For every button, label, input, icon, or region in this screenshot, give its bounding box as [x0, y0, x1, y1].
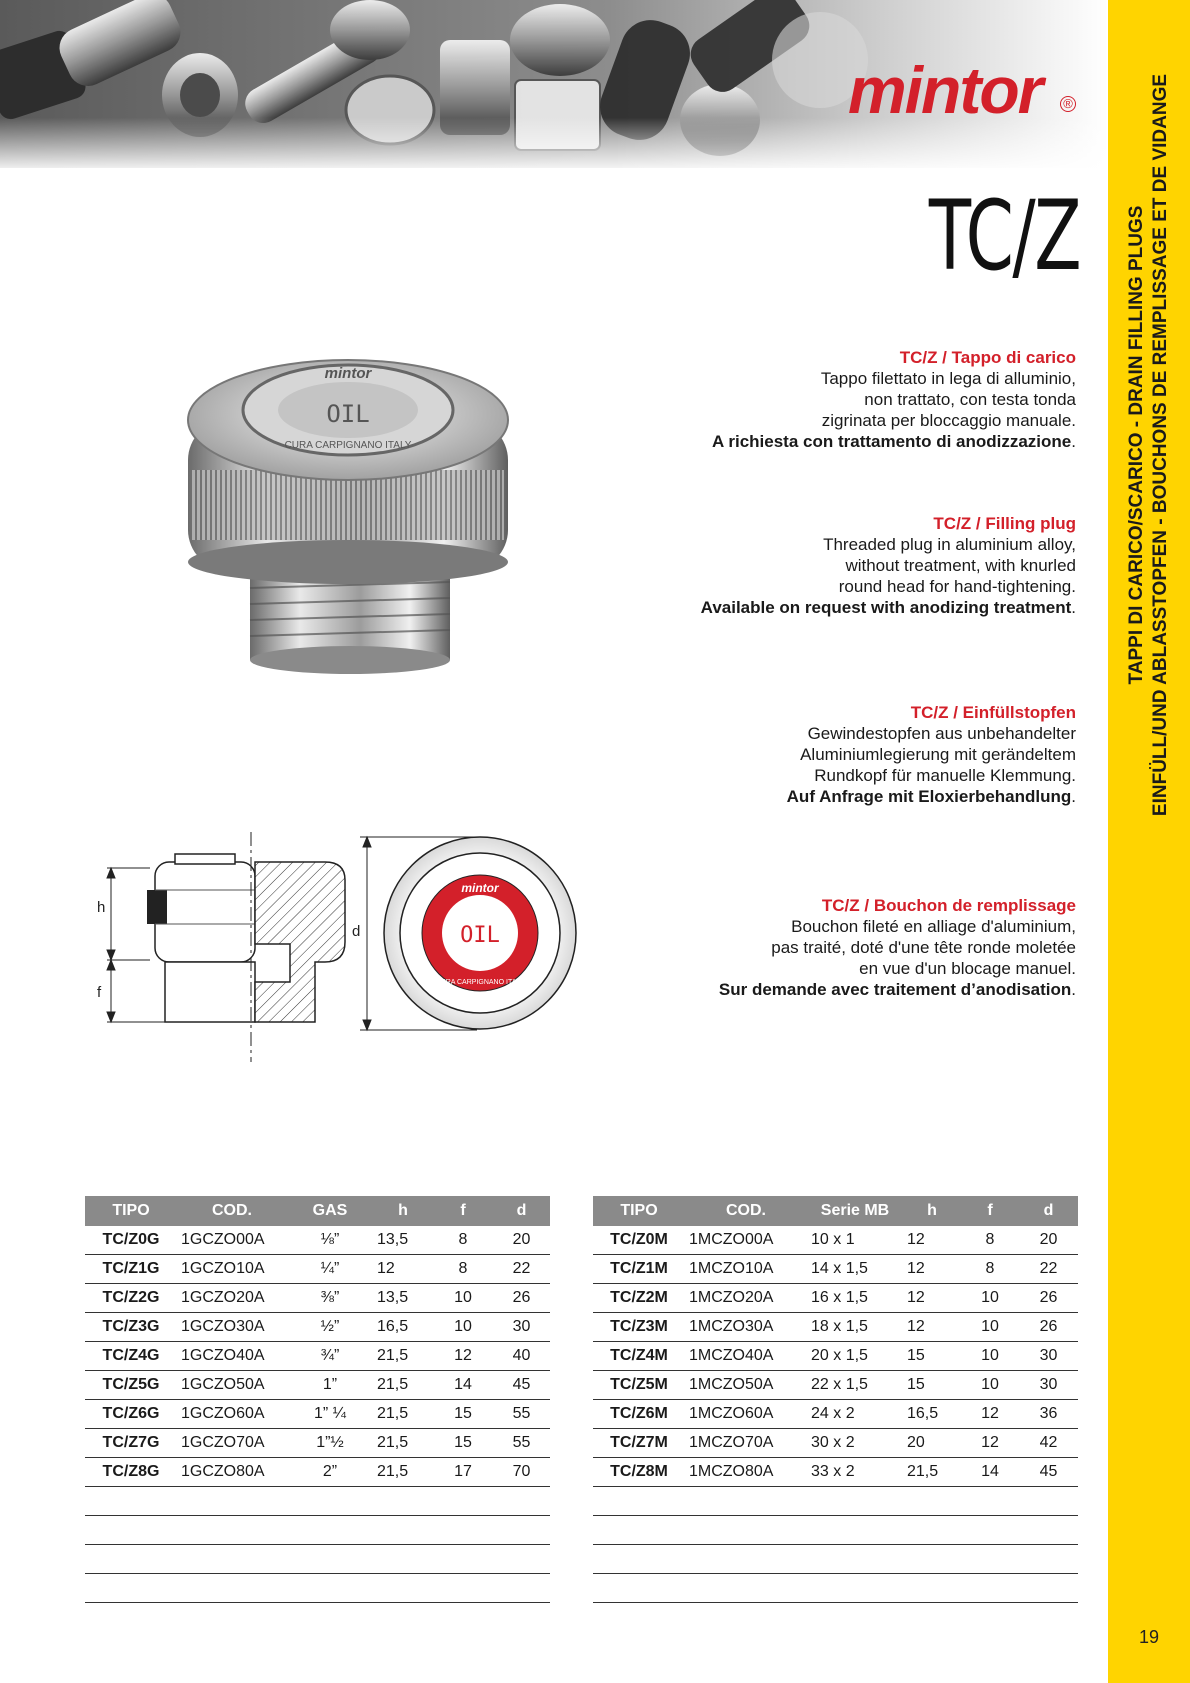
table-cell-tipo: TC/Z5M — [593, 1371, 685, 1400]
table-cell-d: 22 — [1019, 1255, 1078, 1284]
table-cell-tipo: TC/Z8G — [85, 1458, 177, 1487]
description-note-period: . — [1071, 598, 1076, 617]
table-cell-empty — [961, 1574, 1019, 1603]
description-note: Sur demande avec traitement d’anodisation — [718, 980, 1072, 999]
table-header-row — [593, 1196, 1078, 1226]
dimension-label-d: d — [352, 923, 361, 940]
table-cell-empty — [685, 1574, 807, 1603]
table-cell-cod: 1MCZO40A — [685, 1342, 807, 1371]
description-line: zigrinata per bloccaggio manuale. — [821, 411, 1076, 430]
table-cell-d: 26 — [1019, 1284, 1078, 1313]
table-cell-cod: 1MCZO00A — [685, 1226, 807, 1255]
sidebar-category-title — [1125, 35, 1173, 855]
table-cell-tipo: TC/Z3M — [593, 1313, 685, 1342]
table-cell-tipo: TC/Z7M — [593, 1429, 685, 1458]
table-cell-tipo: TC/Z1M — [593, 1255, 685, 1284]
sidebar-title-line: TAPPI DI CARICO/SCARICO - DRAIN FILLING PLUGS — [1126, 205, 1147, 685]
table-metric-thread — [593, 1196, 1078, 1603]
table-cell-gas: 1” ¼ — [287, 1400, 373, 1429]
table-cell-f: 12 — [433, 1342, 493, 1371]
column-header-d: d — [493, 1196, 550, 1226]
column-header-serie-mb: Serie MB — [807, 1196, 903, 1226]
table-cell-h: 16,5 — [903, 1400, 961, 1429]
table-cell-empty — [593, 1487, 685, 1516]
table-cell-f: 8 — [961, 1255, 1019, 1284]
description-italian — [712, 347, 1076, 452]
table-cell-empty — [433, 1516, 493, 1545]
table-cell-empty — [493, 1574, 550, 1603]
table-cell-gas: 1”½ — [287, 1429, 373, 1458]
table-cell-serie-mb: 24 x 2 — [807, 1400, 903, 1429]
table-cell-tipo: TC/Z3G — [85, 1313, 177, 1342]
table-cell-d: 42 — [1019, 1429, 1078, 1458]
description-german — [787, 702, 1076, 807]
table-cell-gas: ⅜” — [287, 1284, 373, 1313]
table-cell-gas: 1” — [287, 1371, 373, 1400]
table-cell-h: 21,5 — [373, 1429, 433, 1458]
column-header-h: h — [903, 1196, 961, 1226]
table-row — [85, 1429, 550, 1458]
table-cell-serie-mb: 14 x 1,5 — [807, 1255, 903, 1284]
table-cell-f: 14 — [961, 1458, 1019, 1487]
description-heading: TC/Z / Einfüllstopfen — [910, 703, 1076, 722]
table-cell-empty — [373, 1574, 433, 1603]
table-row — [593, 1458, 1078, 1487]
cap-ring-text: CURA CARPIGNANO ITALY — [284, 440, 412, 451]
table-cell-d: 22 — [493, 1255, 550, 1284]
description-note-period: . — [1071, 980, 1076, 999]
table-cell-cod: 1MCZO20A — [685, 1284, 807, 1313]
table-cell-tipo: TC/Z8M — [593, 1458, 685, 1487]
table-row-empty — [593, 1516, 1078, 1545]
table-cell-serie-mb: 22 x 1,5 — [807, 1371, 903, 1400]
description-line: Gewindestopfen aus unbehandelter — [807, 724, 1076, 743]
table-cell-empty — [85, 1545, 177, 1574]
table-cell-empty — [493, 1516, 550, 1545]
column-header-tipo: TIPO — [593, 1196, 685, 1226]
description-line: Rundkopf für manuelle Klemmung. — [814, 766, 1076, 785]
table-cell-tipo: TC/Z7G — [85, 1429, 177, 1458]
table-cell-empty — [433, 1487, 493, 1516]
drawing-cap-oil-label: OIL — [460, 923, 500, 948]
table-cell-empty — [287, 1516, 373, 1545]
table-cell-f: 12 — [961, 1400, 1019, 1429]
table-cell-empty — [85, 1487, 177, 1516]
table-cell-cod: 1MCZO60A — [685, 1400, 807, 1429]
table-cell-tipo: TC/Z6G — [85, 1400, 177, 1429]
table-cell-tipo: TC/Z5G — [85, 1371, 177, 1400]
table-row — [85, 1458, 550, 1487]
table-cell-d: 30 — [1019, 1342, 1078, 1371]
table-cell-f: 8 — [961, 1226, 1019, 1255]
table-cell-cod: 1MCZO50A — [685, 1371, 807, 1400]
column-header-h: h — [373, 1196, 433, 1226]
table-cell-h: 16,5 — [373, 1313, 433, 1342]
table-row-empty — [85, 1574, 550, 1603]
table-cell-h: 13,5 — [373, 1284, 433, 1313]
table-cell-d: 70 — [493, 1458, 550, 1487]
page-number: 19 — [1138, 1627, 1160, 1647]
description-line: Tappo filettato in lega di alluminio, — [820, 369, 1076, 388]
table-row — [85, 1226, 550, 1255]
description-french — [719, 895, 1076, 1000]
table-cell-f: 15 — [433, 1429, 493, 1458]
table-row-empty — [593, 1487, 1078, 1516]
table-cell-f: 15 — [433, 1400, 493, 1429]
table-cell-empty — [177, 1516, 287, 1545]
table-cell-d: 45 — [1019, 1458, 1078, 1487]
table-row-empty — [593, 1574, 1078, 1603]
table-cell-d: 20 — [493, 1226, 550, 1255]
table-cell-cod: 1GCZO00A — [177, 1226, 287, 1255]
table-cell-empty — [903, 1516, 961, 1545]
table-cell-tipo: TC/Z2M — [593, 1284, 685, 1313]
table-cell-h: 21,5 — [373, 1458, 433, 1487]
table-row-empty — [85, 1545, 550, 1574]
table-cell-gas: ⅛” — [287, 1226, 373, 1255]
column-header-f: f — [961, 1196, 1019, 1226]
table-cell-f: 17 — [433, 1458, 493, 1487]
product-photo — [180, 350, 530, 685]
table-cell-cod: 1GCZO20A — [177, 1284, 287, 1313]
table-row — [593, 1313, 1078, 1342]
table-cell-empty — [287, 1574, 373, 1603]
table-cell-empty — [373, 1545, 433, 1574]
description-line: pas traité, doté d'une tête ronde moletée — [771, 938, 1076, 957]
table-cell-empty — [903, 1545, 961, 1574]
table-gas-thread — [85, 1196, 550, 1603]
column-header-cod: COD. — [685, 1196, 807, 1226]
table-cell-d: 26 — [493, 1284, 550, 1313]
table-cell-empty — [593, 1545, 685, 1574]
table-header-row — [85, 1196, 550, 1226]
table-cell-empty — [177, 1487, 287, 1516]
category-sidebar — [1108, 0, 1190, 1683]
table-cell-cod: 1GCZO60A — [177, 1400, 287, 1429]
table-cell-serie-mb: 20 x 1,5 — [807, 1342, 903, 1371]
table-cell-empty — [493, 1545, 550, 1574]
table-row — [593, 1400, 1078, 1429]
table-cell-gas: 2” — [287, 1458, 373, 1487]
table-row — [85, 1255, 550, 1284]
table-cell-empty — [287, 1487, 373, 1516]
table-cell-empty — [593, 1516, 685, 1545]
description-heading: TC/Z / Bouchon de remplissage — [821, 896, 1076, 915]
description-line: Threaded plug in aluminium alloy, — [823, 535, 1076, 554]
table-row — [85, 1371, 550, 1400]
table-cell-empty — [903, 1574, 961, 1603]
table-row — [593, 1371, 1078, 1400]
table-row — [85, 1400, 550, 1429]
table-cell-empty — [85, 1574, 177, 1603]
table-cell-h: 21,5 — [373, 1342, 433, 1371]
column-header-tipo: TIPO — [85, 1196, 177, 1226]
table-cell-empty — [1019, 1545, 1078, 1574]
table-cell-serie-mb: 10 x 1 — [807, 1226, 903, 1255]
dimension-label-h: h — [97, 899, 106, 916]
table-cell-empty — [593, 1574, 685, 1603]
table-cell-cod: 1MCZO80A — [685, 1458, 807, 1487]
table-cell-f: 10 — [433, 1313, 493, 1342]
table-cell-f: 10 — [961, 1342, 1019, 1371]
table-row — [593, 1255, 1078, 1284]
table-cell-empty — [433, 1545, 493, 1574]
table-cell-empty — [807, 1516, 903, 1545]
description-note-period: . — [1071, 432, 1076, 451]
table-row — [593, 1342, 1078, 1371]
table-cell-empty — [961, 1545, 1019, 1574]
table-cell-gas: ¾” — [287, 1342, 373, 1371]
table-cell-d: 55 — [493, 1400, 550, 1429]
table-cell-h: 12 — [903, 1284, 961, 1313]
table-row — [85, 1342, 550, 1371]
table-row — [593, 1429, 1078, 1458]
table-cell-gas: ¼” — [287, 1255, 373, 1284]
description-note: A richiesta con trattamento di anodizzazione — [712, 432, 1072, 451]
table-cell-h: 13,5 — [373, 1226, 433, 1255]
table-cell-tipo: TC/Z6M — [593, 1400, 685, 1429]
table-cell-empty — [685, 1545, 807, 1574]
table-cell-cod: 1GCZO10A — [177, 1255, 287, 1284]
table-cell-empty — [177, 1574, 287, 1603]
table-cell-h: 21,5 — [373, 1400, 433, 1429]
table-cell-tipo: TC/Z2G — [85, 1284, 177, 1313]
page-title: TC/Z — [928, 180, 1080, 292]
description-note: Available on request with anodizing treatment — [700, 598, 1072, 617]
table-cell-empty — [287, 1545, 373, 1574]
registered-mark: ® — [1060, 96, 1076, 112]
table-cell-cod: 1GCZO70A — [177, 1429, 287, 1458]
table-cell-empty — [685, 1516, 807, 1545]
table-cell-empty — [493, 1487, 550, 1516]
table-cell-h: 15 — [903, 1371, 961, 1400]
table-cell-empty — [961, 1516, 1019, 1545]
table-cell-h: 12 — [373, 1255, 433, 1284]
table-cell-empty — [807, 1574, 903, 1603]
column-header-f: f — [433, 1196, 493, 1226]
description-heading: TC/Z / Tappo di carico — [899, 348, 1076, 367]
table-row — [85, 1284, 550, 1313]
table-cell-f: 10 — [961, 1371, 1019, 1400]
table-cell-h: 20 — [903, 1429, 961, 1458]
table-cell-d: 40 — [493, 1342, 550, 1371]
table-cell-empty — [807, 1487, 903, 1516]
table-cell-h: 21,5 — [373, 1371, 433, 1400]
table-cell-cod: 1GCZO80A — [177, 1458, 287, 1487]
table-cell-empty — [961, 1487, 1019, 1516]
table-cell-f: 8 — [433, 1226, 493, 1255]
table-cell-f: 10 — [433, 1284, 493, 1313]
table-cell-gas: ½” — [287, 1313, 373, 1342]
table-row — [593, 1226, 1078, 1255]
table-cell-d: 36 — [1019, 1400, 1078, 1429]
table-cell-serie-mb: 18 x 1,5 — [807, 1313, 903, 1342]
table-row-empty — [85, 1487, 550, 1516]
table-cell-d: 26 — [1019, 1313, 1078, 1342]
table-cell-empty — [807, 1545, 903, 1574]
dimension-label-f: f — [97, 984, 102, 1001]
table-cell-tipo: TC/Z4G — [85, 1342, 177, 1371]
table-cell-tipo: TC/Z4M — [593, 1342, 685, 1371]
table-cell-cod: 1MCZO70A — [685, 1429, 807, 1458]
column-header-gas: GAS — [287, 1196, 373, 1226]
description-note-period: . — [1071, 787, 1076, 806]
brand-logo: mintor — [848, 53, 1042, 127]
table-cell-empty — [1019, 1574, 1078, 1603]
drawing-cap-brand: mintor — [461, 881, 499, 895]
table-cell-h: 15 — [903, 1342, 961, 1371]
table-cell-d: 20 — [1019, 1226, 1078, 1255]
table-cell-serie-mb: 16 x 1,5 — [807, 1284, 903, 1313]
table-cell-f: 10 — [961, 1313, 1019, 1342]
table-cell-d: 30 — [493, 1313, 550, 1342]
table-cell-d: 55 — [493, 1429, 550, 1458]
table-cell-serie-mb: 33 x 2 — [807, 1458, 903, 1487]
table-cell-serie-mb: 30 x 2 — [807, 1429, 903, 1458]
column-header-cod: COD. — [177, 1196, 287, 1226]
table-cell-cod: 1GCZO40A — [177, 1342, 287, 1371]
cap-oil-label: OIL — [326, 400, 370, 428]
table-cell-empty — [433, 1574, 493, 1603]
table-cell-empty — [903, 1487, 961, 1516]
table-cell-empty — [685, 1487, 807, 1516]
table-cell-empty — [85, 1516, 177, 1545]
description-english — [701, 513, 1076, 618]
table-cell-empty — [373, 1487, 433, 1516]
table-cell-f: 12 — [961, 1429, 1019, 1458]
table-cell-f: 8 — [433, 1255, 493, 1284]
description-note: Auf Anfrage mit Eloxierbehandlung — [786, 787, 1072, 806]
table-row-empty — [85, 1516, 550, 1545]
table-cell-cod: 1MCZO10A — [685, 1255, 807, 1284]
table-cell-cod: 1MCZO30A — [685, 1313, 807, 1342]
table-cell-d: 45 — [493, 1371, 550, 1400]
description-line: round head for hand-tightening. — [838, 577, 1076, 596]
description-line: Aluminiumlegierung mit gerändeltem — [800, 745, 1076, 764]
table-row — [593, 1284, 1078, 1313]
table-cell-tipo: TC/Z1G — [85, 1255, 177, 1284]
table-cell-empty — [177, 1545, 287, 1574]
table-cell-h: 12 — [903, 1313, 961, 1342]
table-cell-f: 10 — [961, 1284, 1019, 1313]
table-cell-h: 12 — [903, 1255, 961, 1284]
table-cell-empty — [373, 1516, 433, 1545]
table-cell-empty — [1019, 1487, 1078, 1516]
sidebar-title-line: EINFÜLL/UND ABLASSTOPFEN - BOUCHONS DE REMPLISSAGE ET DE VIDANGE — [1150, 73, 1171, 817]
technical-drawing — [85, 832, 625, 1062]
table-cell-tipo: TC/Z0M — [593, 1226, 685, 1255]
table-cell-cod: 1GCZO30A — [177, 1313, 287, 1342]
description-line: without treatment, with knurled — [845, 556, 1076, 575]
table-cell-h: 12 — [903, 1226, 961, 1255]
cap-brand-text: mintor — [324, 365, 372, 382]
drawing-cap-ring-text: CURA CARPIGNANO ITALY — [435, 979, 525, 986]
table-cell-empty — [1019, 1516, 1078, 1545]
description-line: Bouchon fileté en alliage d'aluminium, — [791, 917, 1076, 936]
description-line: en vue d'un blocage manuel. — [859, 959, 1076, 978]
table-row — [85, 1313, 550, 1342]
column-header-d: d — [1019, 1196, 1078, 1226]
table-cell-cod: 1GCZO50A — [177, 1371, 287, 1400]
description-heading: TC/Z / Filling plug — [933, 514, 1076, 533]
table-cell-d: 30 — [1019, 1371, 1078, 1400]
table-cell-tipo: TC/Z0G — [85, 1226, 177, 1255]
table-row-empty — [593, 1545, 1078, 1574]
table-cell-f: 14 — [433, 1371, 493, 1400]
table-cell-h: 21,5 — [903, 1458, 961, 1487]
description-line: non trattato, con testa tonda — [864, 390, 1076, 409]
